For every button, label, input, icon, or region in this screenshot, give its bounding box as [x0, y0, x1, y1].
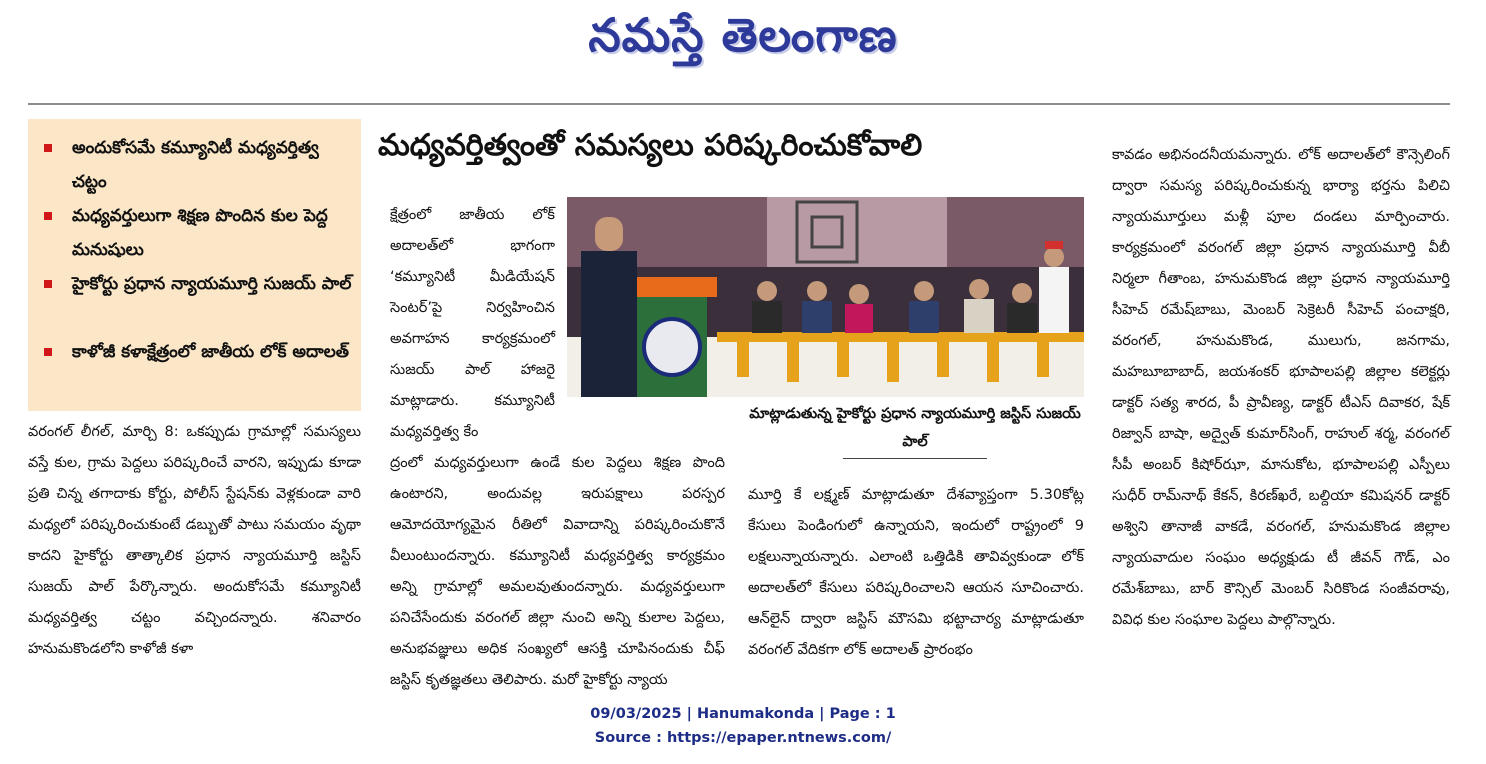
article-column-3: మూర్తి కే లక్ష్మణ్ మాట్లాడుతూ దేశవ్యాప్తంగా 5.30కోట్ల కేసులు పెండింగులో ఉన్నాయని, ఇందులో రాష్ట్రంలో 9 లక్షలున్నాయన్నారు. ఎలాంటి ఒత్తిడికి తావివ్వకుండా లోక్ అదాలత్‌లో కేసులు పరిష్కరించాలని ఆయన సూచించారు. ఆన్‌లైన్ ద్వారా జస్టిస్ మౌసమి భట్టాచార్య మాట్లాడుతూ వరంగల్ వేదికగా లోక్ అదాలత్ ప్రారంభం — [748, 487, 1084, 658]
footer-date-edition: 09/03/2025 | Hanumakonda | Page : 1 — [590, 706, 896, 722]
highlight-item: హైకోర్టు ప్రధాన న్యాయమూర్తి సుజయ్ పాల్ — [44, 267, 354, 301]
bullet-icon — [44, 144, 52, 152]
caption-divider — [843, 458, 987, 459]
highlight-item: మధ్యవర్తులుగా శిక్షణ పొందిన కుల పెద్ద మనుషులు — [44, 199, 354, 267]
article-headline: మధ్యవర్తిత్వంతో సమస్యలు పరిష్కరించుకోవాలి — [378, 128, 923, 163]
highlight-item: అందుకోసమే కమ్యూనిటీ మధ్యవర్తిత్వ చట్టం — [44, 131, 354, 199]
bullet-icon — [44, 348, 52, 356]
article-column-2b: ద్రంలో మధ్యవర్తులుగా ఉండే కుల పెద్దలు శిక్షణ పొంది ఉంటారని, అందువల్ల ఇరుపక్షాలు పరస్పర ఆమోదయోగ్యమైన రీతిలో వివాదాన్ని పరిష్కరించుకొనే వీలుంటుందన్నారు. కమ్యూనిటీ మధ్యవర్తిత్వ కార్యక్రమం అన్ని గ్రామాల్లో అమలవుతుందన్నారు. మధ్యవర్తులుగా పనిచేసేందుకు వరంగల్ జిల్లా నుంచి అన్ని కులాల పెద్దలు, అనుభవజ్ఞులు అధిక సంఖ్యలో ఆసక్తి చూపినందుకు చీఫ్ జస్టిస్ కృతజ్ఞతలు తెలిపారు. మరో హైకోర్టు న్యాయ — [390, 455, 725, 688]
footer-source: Source : https://epaper.ntnews.com/ — [594, 730, 892, 746]
highlights-box — [28, 119, 361, 411]
masthead-divider — [28, 103, 1450, 105]
article-column-4: కావడం అభినందనీయమన్నారు. లోక్ అదాలత్‌లో కౌన్సెలింగ్ ద్వారా సమస్య పరిష్కరించుకున్న భార్యా భర్తను పిలిచి న్యాయమూర్తులు మళ్లీ పూల దండలు మార్పించారు. కార్యక్రమంలో వరంగల్ జిల్లా ప్రధాన న్యాయమూర్తి వీబీ నిర్మలా గీతాంబ, హనుమకొండ జిల్లా ప్రధాన న్యాయమూర్తి సీహెచ్ రమేష్‌బాబు, మెంబర్ సెక్రెటరీ సీహెచ్ పంచాక్షరి, వరంగల్, హనుమకొండ, ములుగు, జనగామ, మహబూబాబాద్, జయశంకర్ భూపాలపల్లి జిల్లాల కలెక్టర్లు డాక్టర్ సత్య శారద, పీ ప్రావీణ్య, డాక్టర్ టీఎస్ దివాకర, షేక్ రిజ్వాన్ బాషా, అద్వైత్ కుమార్‌సింగ్, రాహుల్ శర్మ, వరంగల్ సీపీ అంబర్ కిషోర్‌ఝా, మానుకోట, భూపాలపల్లి ఎస్పీలు సుధీర్ రామ్‌నాథ్ కేకన్, కిరణ్‌ఖరే, బల్దియా కమిషనర్ డాక్టర్ అశ్విని తానాజీ వాకడే, వరంగల్, హనుమకొండ జిల్లాల న్యాయవాదుల సంఘం అధ్యక్షుడు టీ జీవన్ గౌడ్, ఎం రమేశ్‌బాబు, బార్ కౌన్సిల్ మెంబర్ సిరికొండ సంజీవరావు, వివిధ కుల సంఘాల పెద్దలు పాల్గొన్నారు. — [1112, 147, 1450, 628]
event-photo — [567, 197, 1084, 397]
page-footer — [0, 702, 1486, 750]
newspaper-title: నమస్తే తెలంగాణ — [588, 8, 898, 62]
bullet-icon — [44, 212, 52, 220]
bullet-icon — [44, 280, 52, 288]
highlight-item: కాళోజీ కళాక్షేత్రంలో జాతీయ లోక్ అదాలత్ — [44, 335, 354, 369]
photo-caption: మాట్లాడుతున్న హైకోర్టు ప్రధాన న్యాయమూర్తి జస్టిస్ సుజయ్ పాల్ — [749, 406, 1081, 450]
masthead — [0, 0, 1486, 80]
article-column-1: వరంగల్ లీగల్, మార్చి 8: ఒకప్పుడు గ్రామాల్లో సమస్యలు వస్తే కుల, గ్రామ పెద్దలు పరిష్కరించే వారని, ఇప్పుడు కూడా ప్రతి చిన్న తగాదాకు కోర్టు, పోలీస్ స్టేషన్‌కు వెళ్లకుండా వారి మధ్యలో పరిష్కరించుకుంటే డబ్బుతో పాటు సమయం వృథా కాదని హైకోర్టు తాత్కాలిక ప్రధాన న్యాయమూర్తి జస్టిస్ సుజయ్ పాల్ పేర్కొన్నారు. అందుకోసమే కమ్యూనిటీ మధ్యవర్తిత్వ చట్టం వచ్చిందన్నారు. శనివారం హనుమకొండలోని కాళోజీ కళా — [28, 424, 361, 657]
article-column-2a: క్షేత్రంలో జాతీయ లోక్ అదాలత్‌లో భాగంగా ‘కమ్యూనిటీ మీడియేషన్ సెంటర్’పై నిర్వహించిన అవగాహన కార్యక్రమంలో సుజయ్ పాల్ హాజరై మాట్లాడారు. కమ్యూనిటీ మధ్యవర్తిత్వ కేం — [390, 207, 555, 440]
